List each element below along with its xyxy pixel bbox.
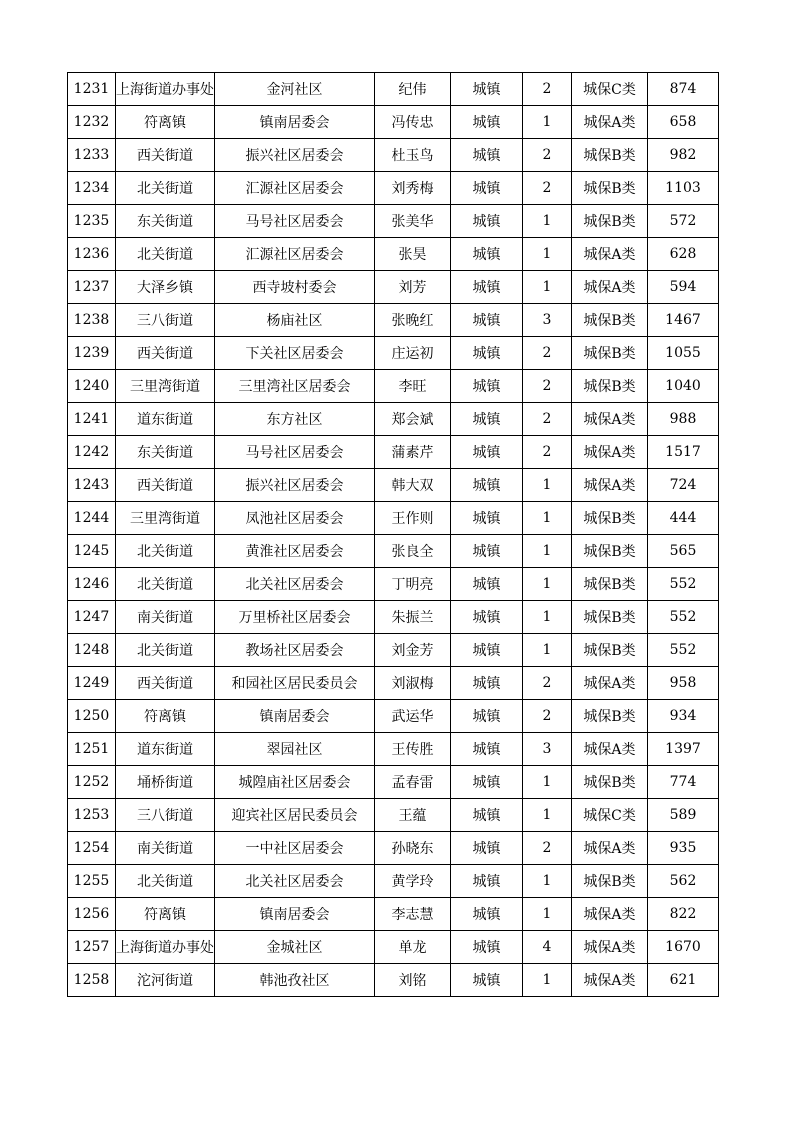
- record-id-cell: 1257: [68, 931, 116, 964]
- amount-cell: 724: [648, 469, 719, 502]
- street-cell: 西关街道: [116, 139, 215, 172]
- name-cell: 朱振兰: [375, 601, 451, 634]
- name-cell: 孙晓东: [375, 832, 451, 865]
- category-cell: 城保B类: [572, 502, 648, 535]
- name-cell: 张良全: [375, 535, 451, 568]
- table-row: [68, 568, 719, 601]
- name-cell: 单龙: [375, 931, 451, 964]
- count-cell: 1: [523, 205, 572, 238]
- count-cell: 1: [523, 106, 572, 139]
- amount-cell: 444: [648, 502, 719, 535]
- street-cell: 上海街道办事处: [116, 931, 215, 964]
- name-cell: 黄学玲: [375, 865, 451, 898]
- community-cell: 北关社区居委会: [215, 865, 375, 898]
- type-cell: 城镇: [451, 799, 523, 832]
- record-id-cell: 1252: [68, 766, 116, 799]
- count-cell: 1: [523, 502, 572, 535]
- table-row: [68, 931, 719, 964]
- name-cell: 孟春雷: [375, 766, 451, 799]
- amount-cell: 594: [648, 271, 719, 304]
- name-cell: 李志慧: [375, 898, 451, 931]
- name-cell: 张晚红: [375, 304, 451, 337]
- record-id-cell: 1240: [68, 370, 116, 403]
- count-cell: 2: [523, 139, 572, 172]
- name-cell: 刘铭: [375, 964, 451, 997]
- record-id-cell: 1242: [68, 436, 116, 469]
- table-row: [68, 337, 719, 370]
- type-cell: 城镇: [451, 304, 523, 337]
- community-cell: 镇南居委会: [215, 106, 375, 139]
- amount-cell: 982: [648, 139, 719, 172]
- community-cell: 东方社区: [215, 403, 375, 436]
- community-cell: 三里湾社区居委会: [215, 370, 375, 403]
- community-cell: 下关社区居委会: [215, 337, 375, 370]
- record-id-cell: 1251: [68, 733, 116, 766]
- record-id-cell: 1243: [68, 469, 116, 502]
- category-cell: 城保A类: [572, 238, 648, 271]
- street-cell: 北关街道: [116, 238, 215, 271]
- category-cell: 城保B类: [572, 172, 648, 205]
- name-cell: 刘淑梅: [375, 667, 451, 700]
- name-cell: 纪伟: [375, 73, 451, 106]
- category-cell: 城保A类: [572, 469, 648, 502]
- category-cell: 城保B类: [572, 370, 648, 403]
- street-cell: 上海街道办事处: [116, 73, 215, 106]
- community-cell: 凤池社区居委会: [215, 502, 375, 535]
- table-row: [68, 535, 719, 568]
- street-cell: 符离镇: [116, 898, 215, 931]
- street-cell: 西关街道: [116, 337, 215, 370]
- type-cell: 城镇: [451, 436, 523, 469]
- category-cell: 城保A类: [572, 436, 648, 469]
- amount-cell: 562: [648, 865, 719, 898]
- count-cell: 1: [523, 634, 572, 667]
- street-cell: 三八街道: [116, 304, 215, 337]
- community-cell: 振兴社区居委会: [215, 139, 375, 172]
- record-id-cell: 1233: [68, 139, 116, 172]
- type-cell: 城镇: [451, 403, 523, 436]
- amount-cell: 958: [648, 667, 719, 700]
- street-cell: 三八街道: [116, 799, 215, 832]
- name-cell: 王作则: [375, 502, 451, 535]
- street-cell: 符离镇: [116, 700, 215, 733]
- name-cell: 王蕴: [375, 799, 451, 832]
- record-id-cell: 1237: [68, 271, 116, 304]
- count-cell: 1: [523, 865, 572, 898]
- table-row: [68, 865, 719, 898]
- record-id-cell: 1254: [68, 832, 116, 865]
- count-cell: 1: [523, 799, 572, 832]
- community-cell: 北关社区居委会: [215, 568, 375, 601]
- street-cell: 北关街道: [116, 865, 215, 898]
- amount-cell: 628: [648, 238, 719, 271]
- type-cell: 城镇: [451, 667, 523, 700]
- category-cell: 城保B类: [572, 304, 648, 337]
- category-cell: 城保B类: [572, 634, 648, 667]
- community-cell: 金河社区: [215, 73, 375, 106]
- amount-cell: 822: [648, 898, 719, 931]
- record-id-cell: 1238: [68, 304, 116, 337]
- count-cell: 1: [523, 469, 572, 502]
- category-cell: 城保B类: [572, 535, 648, 568]
- community-cell: 汇源社区居委会: [215, 172, 375, 205]
- table-row: [68, 436, 719, 469]
- record-id-cell: 1235: [68, 205, 116, 238]
- table-row: [68, 205, 719, 238]
- type-cell: 城镇: [451, 601, 523, 634]
- street-cell: 埇桥街道: [116, 766, 215, 799]
- record-id-cell: 1241: [68, 403, 116, 436]
- count-cell: 1: [523, 271, 572, 304]
- table-row: [68, 106, 719, 139]
- category-cell: 城保B类: [572, 865, 648, 898]
- table-row: [68, 172, 719, 205]
- community-cell: 杨庙社区: [215, 304, 375, 337]
- count-cell: 4: [523, 931, 572, 964]
- amount-cell: 1467: [648, 304, 719, 337]
- name-cell: 张美华: [375, 205, 451, 238]
- table-row: [68, 832, 719, 865]
- record-id-cell: 1256: [68, 898, 116, 931]
- community-cell: 汇源社区居委会: [215, 238, 375, 271]
- table-row: [68, 733, 719, 766]
- type-cell: 城镇: [451, 370, 523, 403]
- street-cell: 道东街道: [116, 733, 215, 766]
- category-cell: 城保B类: [572, 601, 648, 634]
- amount-cell: 874: [648, 73, 719, 106]
- community-cell: 振兴社区居委会: [215, 469, 375, 502]
- type-cell: 城镇: [451, 733, 523, 766]
- category-cell: 城保B类: [572, 766, 648, 799]
- table-row: [68, 700, 719, 733]
- category-cell: 城保A类: [572, 667, 648, 700]
- category-cell: 城保B类: [572, 700, 648, 733]
- type-cell: 城镇: [451, 865, 523, 898]
- count-cell: 2: [523, 403, 572, 436]
- amount-cell: 552: [648, 568, 719, 601]
- community-cell: 一中社区居委会: [215, 832, 375, 865]
- record-id-cell: 1236: [68, 238, 116, 271]
- amount-cell: 589: [648, 799, 719, 832]
- count-cell: 2: [523, 172, 572, 205]
- records-table-body: [68, 73, 719, 997]
- count-cell: 1: [523, 238, 572, 271]
- category-cell: 城保B类: [572, 337, 648, 370]
- table-row: [68, 238, 719, 271]
- count-cell: 2: [523, 436, 572, 469]
- type-cell: 城镇: [451, 502, 523, 535]
- community-cell: 马号社区居委会: [215, 436, 375, 469]
- category-cell: 城保B类: [572, 568, 648, 601]
- community-cell: 马号社区居委会: [215, 205, 375, 238]
- name-cell: 刘金芳: [375, 634, 451, 667]
- table-row: [68, 139, 719, 172]
- amount-cell: 1670: [648, 931, 719, 964]
- count-cell: 3: [523, 733, 572, 766]
- name-cell: 武运华: [375, 700, 451, 733]
- street-cell: 三里湾街道: [116, 502, 215, 535]
- table-row: [68, 370, 719, 403]
- type-cell: 城镇: [451, 898, 523, 931]
- amount-cell: 565: [648, 535, 719, 568]
- street-cell: 西关街道: [116, 469, 215, 502]
- count-cell: 2: [523, 667, 572, 700]
- category-cell: 城保C类: [572, 73, 648, 106]
- table-row: [68, 403, 719, 436]
- type-cell: 城镇: [451, 634, 523, 667]
- category-cell: 城保A类: [572, 271, 648, 304]
- type-cell: 城镇: [451, 337, 523, 370]
- amount-cell: 552: [648, 634, 719, 667]
- type-cell: 城镇: [451, 568, 523, 601]
- count-cell: 1: [523, 964, 572, 997]
- count-cell: 1: [523, 766, 572, 799]
- category-cell: 城保B类: [572, 205, 648, 238]
- community-cell: 镇南居委会: [215, 700, 375, 733]
- record-id-cell: 1249: [68, 667, 116, 700]
- community-cell: 城隍庙社区居委会: [215, 766, 375, 799]
- count-cell: 2: [523, 700, 572, 733]
- record-id-cell: 1253: [68, 799, 116, 832]
- count-cell: 2: [523, 337, 572, 370]
- community-cell: 和园社区居民委员会: [215, 667, 375, 700]
- community-cell: 迎宾社区居民委员会: [215, 799, 375, 832]
- type-cell: 城镇: [451, 535, 523, 568]
- name-cell: 刘芳: [375, 271, 451, 304]
- table-row: [68, 469, 719, 502]
- amount-cell: 774: [648, 766, 719, 799]
- category-cell: 城保A类: [572, 931, 648, 964]
- table-row: [68, 667, 719, 700]
- category-cell: 城保A类: [572, 832, 648, 865]
- category-cell: 城保A类: [572, 106, 648, 139]
- count-cell: 1: [523, 898, 572, 931]
- street-cell: 道东街道: [116, 403, 215, 436]
- record-id-cell: 1231: [68, 73, 116, 106]
- street-cell: 东关街道: [116, 436, 215, 469]
- type-cell: 城镇: [451, 469, 523, 502]
- amount-cell: 934: [648, 700, 719, 733]
- name-cell: 庄运初: [375, 337, 451, 370]
- street-cell: 东关街道: [116, 205, 215, 238]
- table-row: [68, 634, 719, 667]
- name-cell: 李旺: [375, 370, 451, 403]
- street-cell: 北关街道: [116, 172, 215, 205]
- type-cell: 城镇: [451, 832, 523, 865]
- name-cell: 王传胜: [375, 733, 451, 766]
- community-cell: 万里桥社区居委会: [215, 601, 375, 634]
- count-cell: 1: [523, 568, 572, 601]
- community-cell: 西寺坡村委会: [215, 271, 375, 304]
- type-cell: 城镇: [451, 238, 523, 271]
- amount-cell: 1397: [648, 733, 719, 766]
- community-cell: 金城社区: [215, 931, 375, 964]
- table-row: [68, 601, 719, 634]
- street-cell: 西关街道: [116, 667, 215, 700]
- record-id-cell: 1234: [68, 172, 116, 205]
- amount-cell: 1103: [648, 172, 719, 205]
- table-row: [68, 304, 719, 337]
- street-cell: 北关街道: [116, 568, 215, 601]
- amount-cell: 552: [648, 601, 719, 634]
- record-id-cell: 1250: [68, 700, 116, 733]
- type-cell: 城镇: [451, 964, 523, 997]
- type-cell: 城镇: [451, 766, 523, 799]
- count-cell: 3: [523, 304, 572, 337]
- amount-cell: 572: [648, 205, 719, 238]
- table-row: [68, 898, 719, 931]
- name-cell: 冯传忠: [375, 106, 451, 139]
- street-cell: 北关街道: [116, 535, 215, 568]
- name-cell: 蒲素芹: [375, 436, 451, 469]
- type-cell: 城镇: [451, 172, 523, 205]
- type-cell: 城镇: [451, 271, 523, 304]
- table-row: [68, 502, 719, 535]
- amount-cell: 1040: [648, 370, 719, 403]
- name-cell: 刘秀梅: [375, 172, 451, 205]
- type-cell: 城镇: [451, 73, 523, 106]
- table-row: [68, 271, 719, 304]
- amount-cell: 988: [648, 403, 719, 436]
- community-cell: 教场社区居委会: [215, 634, 375, 667]
- street-cell: 符离镇: [116, 106, 215, 139]
- street-cell: 大泽乡镇: [116, 271, 215, 304]
- records-table: [67, 72, 719, 997]
- type-cell: 城镇: [451, 139, 523, 172]
- name-cell: 丁明亮: [375, 568, 451, 601]
- count-cell: 2: [523, 832, 572, 865]
- amount-cell: 1055: [648, 337, 719, 370]
- community-cell: 翠园社区: [215, 733, 375, 766]
- type-cell: 城镇: [451, 205, 523, 238]
- name-cell: 张昊: [375, 238, 451, 271]
- record-id-cell: 1239: [68, 337, 116, 370]
- table-row: [68, 73, 719, 106]
- record-id-cell: 1244: [68, 502, 116, 535]
- community-cell: 镇南居委会: [215, 898, 375, 931]
- name-cell: 韩大双: [375, 469, 451, 502]
- type-cell: 城镇: [451, 931, 523, 964]
- record-id-cell: 1232: [68, 106, 116, 139]
- record-id-cell: 1255: [68, 865, 116, 898]
- street-cell: 三里湾街道: [116, 370, 215, 403]
- name-cell: 郑会斌: [375, 403, 451, 436]
- type-cell: 城镇: [451, 700, 523, 733]
- community-cell: 韩池孜社区: [215, 964, 375, 997]
- type-cell: 城镇: [451, 106, 523, 139]
- community-cell: 黄淮社区居委会: [215, 535, 375, 568]
- count-cell: 2: [523, 73, 572, 106]
- amount-cell: 1517: [648, 436, 719, 469]
- category-cell: 城保A类: [572, 733, 648, 766]
- count-cell: 2: [523, 370, 572, 403]
- record-id-cell: 1258: [68, 964, 116, 997]
- table-row: [68, 766, 719, 799]
- name-cell: 杜玉鸟: [375, 139, 451, 172]
- record-id-cell: 1248: [68, 634, 116, 667]
- category-cell: 城保B类: [572, 139, 648, 172]
- category-cell: 城保C类: [572, 799, 648, 832]
- street-cell: 南关街道: [116, 601, 215, 634]
- category-cell: 城保A类: [572, 898, 648, 931]
- table-row: [68, 964, 719, 997]
- table-row: [68, 799, 719, 832]
- amount-cell: 935: [648, 832, 719, 865]
- count-cell: 1: [523, 535, 572, 568]
- count-cell: 1: [523, 601, 572, 634]
- category-cell: 城保A类: [572, 403, 648, 436]
- amount-cell: 621: [648, 964, 719, 997]
- category-cell: 城保A类: [572, 964, 648, 997]
- street-cell: 北关街道: [116, 634, 215, 667]
- record-id-cell: 1247: [68, 601, 116, 634]
- record-id-cell: 1245: [68, 535, 116, 568]
- record-id-cell: 1246: [68, 568, 116, 601]
- street-cell: 南关街道: [116, 832, 215, 865]
- street-cell: 沱河街道: [116, 964, 215, 997]
- amount-cell: 658: [648, 106, 719, 139]
